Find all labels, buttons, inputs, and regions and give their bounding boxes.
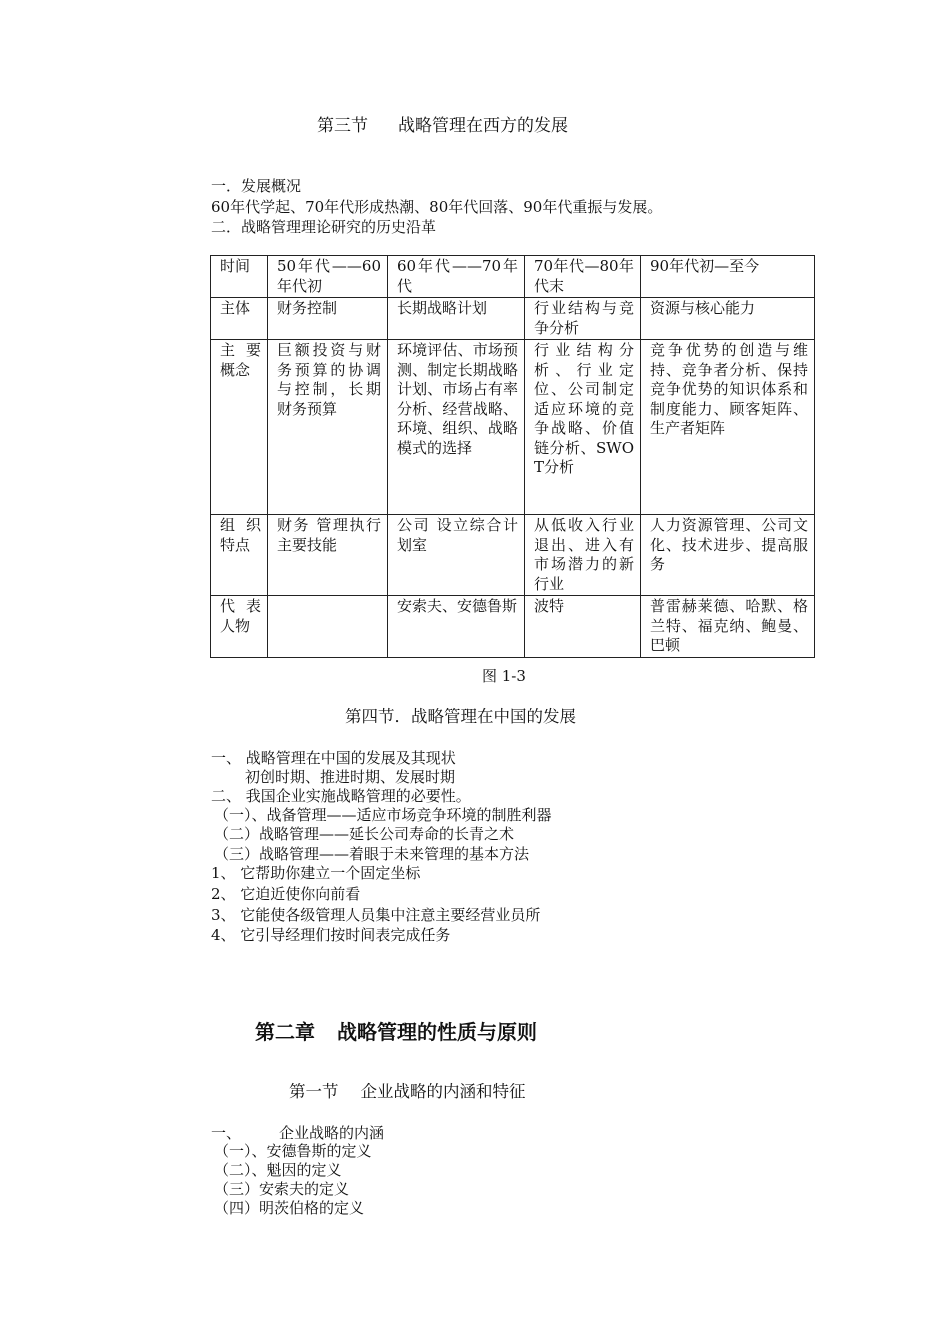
- table-cell: 竞争优势的创造与维持、竞争者分析、保持竞争优势的知识体系和制度能力、顾客矩阵、生产者矩阵: [641, 340, 815, 515]
- section-4-line: （三）战略管理——着眼于未来管理的基本方法: [214, 845, 530, 863]
- table-cell: 资源与核心能力: [641, 298, 815, 340]
- overview-text: 60年代学起、70年代形成热潮、80年代回落、90年代重振与发展。: [211, 198, 663, 216]
- figure-caption: 图 1-3: [482, 667, 526, 685]
- table-cell: 行业结构分析、行业定位、公司制定适应环境的竞争战略、价值链分析、SWOT分析: [525, 340, 641, 515]
- section-4-line: 2、 它迫近使你向前看: [211, 885, 361, 903]
- table-cell: 行业结构与竞争分析: [525, 298, 641, 340]
- section-4-line: 4、 它引导经理们按时间表完成任务: [211, 926, 451, 944]
- header-cell: 70年代—80年代末: [525, 256, 641, 298]
- section-4-line: 一、 战略管理在中国的发展及其现状: [211, 749, 456, 767]
- row-label-cell: 组织特点: [211, 515, 268, 596]
- table-row: [211, 596, 815, 658]
- table-cell: 普雷赫莱德、哈默、格兰特、福克纳、鲍曼、巴顿: [641, 596, 815, 658]
- section-3-heading: 战略管理在西方的发展: [398, 116, 568, 136]
- chapter-2-number: 第二章: [255, 1020, 315, 1044]
- section-2-1-heading: 企业战略的内涵和特征: [360, 1082, 526, 1101]
- section-2-1-number: 第一节: [289, 1082, 339, 1101]
- section-3-title: [317, 117, 568, 137]
- overview-heading: 一．发展概况: [211, 177, 302, 195]
- row-label-cell: 主要概念: [211, 340, 268, 515]
- chapter-2-heading: 战略管理的性质与原则: [337, 1020, 537, 1044]
- section-4-title: 第四节．战略管理在中国的发展: [345, 707, 576, 726]
- section-2-1-line: （一）、安德鲁斯的定义: [214, 1142, 372, 1160]
- table-cell: [268, 596, 388, 658]
- table-cell: 从低收入行业退出、进入有市场潜力的新行业: [525, 515, 641, 596]
- section-2-1-line: （四）明茨伯格的定义: [214, 1199, 365, 1217]
- header-cell: 时间: [211, 256, 268, 298]
- table-cell: 巨额投资与财务预算的协调与控制，长期财务预算: [268, 340, 388, 515]
- section-2-1-line: 企业战略的内涵: [279, 1124, 385, 1142]
- table-header-row: [211, 256, 815, 298]
- section-4-line: 初创时期、推进时期、发展时期: [245, 768, 456, 786]
- history-heading: 二．战略管理理论研究的历史沿革: [211, 218, 437, 236]
- table-cell: 公司 设立综合计划室: [388, 515, 525, 596]
- section-2-1-line: （二）、魁因的定义: [214, 1161, 342, 1179]
- table-row: [211, 298, 815, 340]
- section-4-line: （一）、战备管理——适应市场竞争环境的制胜利器: [214, 806, 552, 824]
- table-cell: 环境评估、市场预测、制定长期战略计划、市场占有率分析、经营战略、环境、组织、战略模式的选择: [388, 340, 525, 515]
- table-cell: 波特: [525, 596, 641, 658]
- table-cell: 安索夫、安德鲁斯: [388, 596, 525, 658]
- table-cell: 财务控制: [268, 298, 388, 340]
- section-3-number: 第三节: [317, 116, 368, 136]
- table-cell: 财务 管理执行主要技能: [268, 515, 388, 596]
- section-2-1-line: （三）安索夫的定义: [214, 1180, 350, 1198]
- header-cell: 60年代——70年代: [388, 256, 525, 298]
- header-cell: 50年代——60年代初: [268, 256, 388, 298]
- section-4-line: 二、 我国企业实施战略管理的必要性。: [211, 787, 471, 805]
- section-4-line: 3、 它能使各级管理人员集中注意主要经营业员所: [211, 906, 541, 924]
- section-4-line: 1、 它帮助你建立一个固定坐标: [211, 864, 421, 882]
- table-cell: 长期战略计划: [388, 298, 525, 340]
- section-4-line: （二）战略管理——延长公司寿命的长青之术: [214, 825, 515, 843]
- chapter-2-title: [255, 1020, 537, 1044]
- history-table: [210, 255, 815, 658]
- row-label-cell: 代表人物: [211, 596, 268, 658]
- table-cell: 人力资源管理、公司文化、技术进步、提高服务: [641, 515, 815, 596]
- table-row: [211, 340, 815, 515]
- header-cell: 90年代初—至今: [641, 256, 815, 298]
- section-2-1-title: [289, 1082, 526, 1102]
- table-row: [211, 515, 815, 596]
- row-label-cell: 主体: [211, 298, 268, 340]
- section-2-1-line: 一、: [211, 1124, 242, 1142]
